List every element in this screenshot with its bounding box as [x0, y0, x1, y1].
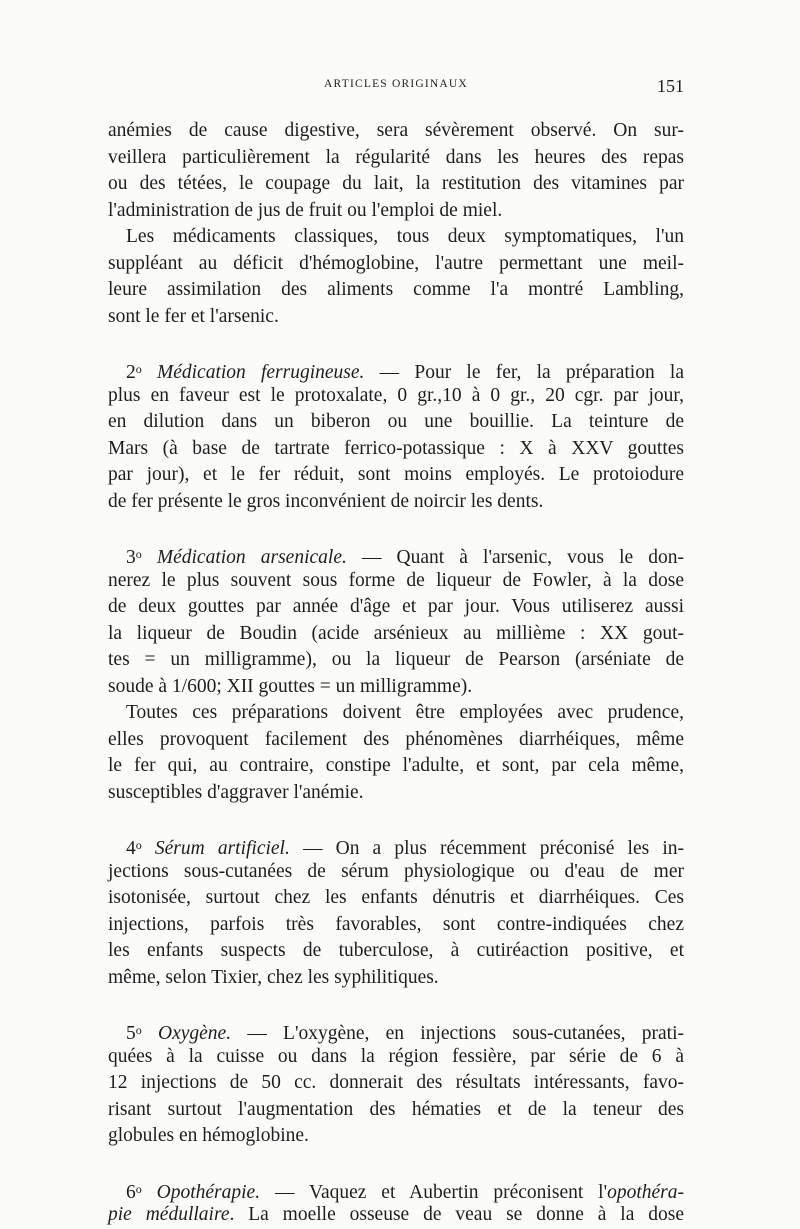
section-title: Oxygène. — [158, 1023, 232, 1044]
section-title: Opothérapie. — [156, 1181, 261, 1203]
text-line: ou des tétées, le coupage du lait, la restitution des vitamines par — [108, 173, 684, 194]
ordinal-sup: o — [135, 362, 142, 376]
section-lead: — On a plus récemment préconisé les in- — [289, 838, 684, 859]
body-text — [108, 118, 684, 1229]
text-line: Toutes ces préparations doivent être employées avec prudence, — [126, 702, 684, 723]
text-line: Mars (à base de tartrate ferrico-potassique : X à XXV gouttes — [108, 437, 684, 459]
page-header — [108, 76, 684, 98]
text-line: isotonisée, surtout chez les enfants dénutris et diarrhéiques. Ces — [108, 887, 684, 908]
text-line: l'administration de jus de fruit ou l'emploi de miel. — [108, 199, 503, 221]
text-line: tes = un milligramme), ou la liqueur de Pearson (arséniate de — [108, 649, 684, 670]
section-heading-line — [108, 832, 684, 859]
text-line: plus en faveur est le protoxalate, 0 gr.,10 à 0 gr., 20 cgr. par jour, — [108, 384, 684, 406]
section-number: 6 — [126, 1181, 136, 1203]
text-line: même, selon Tixier, chez les syphilitiques. — [108, 966, 439, 988]
text-line: la liqueur de Boudin (acide arsénieux au millième : XX gout- — [108, 622, 684, 644]
text-line: par jour), et le fer réduit, sont moins employés. Le protoiodure — [108, 464, 684, 485]
text-line: le fer qui, au contraire, constipe l'adulte, et sont, par cela même, — [108, 755, 684, 776]
ordinal-sup: o — [135, 1023, 142, 1037]
section-number: 3 — [126, 547, 136, 568]
ordinal-sup: o — [135, 838, 142, 852]
section-heading-line — [108, 1176, 684, 1203]
text-line: soude à 1/600; XII gouttes = un milligramme). — [108, 675, 473, 697]
section-title: Médication ferrugineuse. — [156, 362, 365, 383]
section-heading-line — [108, 541, 684, 568]
text-fragment: . La moelle osseuse de veau se donne à la dose — [229, 1204, 684, 1225]
running-title: ARTICLES ORIGINAUX — [324, 78, 468, 90]
section-number: 5 — [126, 1023, 136, 1044]
text-line: leure assimilation des aliments comme l'a montré Lambling, — [108, 279, 684, 300]
ordinal-sup: o — [135, 1181, 142, 1196]
text-line — [108, 1202, 684, 1229]
text-line: risant surtout l'augmentation des hématies et de la teneur des — [108, 1098, 684, 1120]
text-line: quées à la cuisse ou dans la région fessière, par série de 6 à — [108, 1045, 684, 1067]
text-line: anémies de cause digestive, sera sévèrement observé. On sur- — [108, 120, 684, 141]
section-heading-line — [108, 356, 684, 383]
text-line: elles provoquent facilement des phénomènes diarrhéiques, même — [108, 728, 684, 750]
emphasis-term: opothéra- — [607, 1181, 684, 1203]
page-number: 151 — [657, 76, 684, 96]
text-line: veillera particulièrement la régularité dans les heures des repas — [108, 146, 684, 168]
text-line: globules en hémoglobine. — [108, 1125, 309, 1146]
text-line: Les médicaments classiques, tous deux symptomatiques, l'un — [126, 226, 684, 247]
text-line: les enfants suspects de tuberculose, à cutiréaction positive, et — [108, 940, 684, 961]
text-line: susceptibles d'aggraver l'anémie. — [108, 781, 364, 803]
section-number: 2 — [126, 362, 136, 383]
text-line: sont le fer et l'arsenic. — [108, 305, 279, 327]
section-title: Sérum artificiel. — [154, 838, 290, 859]
section-number: 4 — [126, 838, 136, 859]
section-heading-line — [108, 1017, 684, 1044]
text-line: en dilution dans un biberon ou une bouillie. La teinture de — [108, 411, 684, 432]
text-line: jections sous-cutanées de sérum physiologique ou d'eau de mer — [108, 860, 684, 882]
text-line: de deux gouttes par année d'âge et par jour. Vous utiliserez aussi — [108, 596, 684, 617]
section-lead: — Quant à l'arsenic, vous le don- — [346, 547, 684, 568]
text-line: de fer présente le gros inconvénient de noircir les dents. — [108, 490, 544, 512]
text-line: injections, parfois très favorables, sont contre-indiquées chez — [108, 913, 684, 935]
section-lead: — L'oxygène, en injections sous-cutanées, prati- — [231, 1023, 684, 1044]
section-lead: — Vaquez et Aubertin préconisent l' — [260, 1181, 608, 1203]
text-line: suppléant au déficit d'hémoglobine, l'autre permettant une meil- — [108, 252, 684, 274]
text-line: 12 injections de 50 cc. donnerait des résultats intéressants, favo- — [108, 1072, 684, 1093]
section-lead: — Pour le fer, la préparation la — [364, 362, 685, 383]
ordinal-sup: o — [135, 547, 142, 561]
emphasis-term: pie médullaire — [108, 1204, 230, 1225]
section-title: Médication arsenicale. — [156, 547, 347, 568]
text-line: nerez le plus souvent sous forme de liqueur de Fowler, à la dose — [108, 569, 684, 591]
